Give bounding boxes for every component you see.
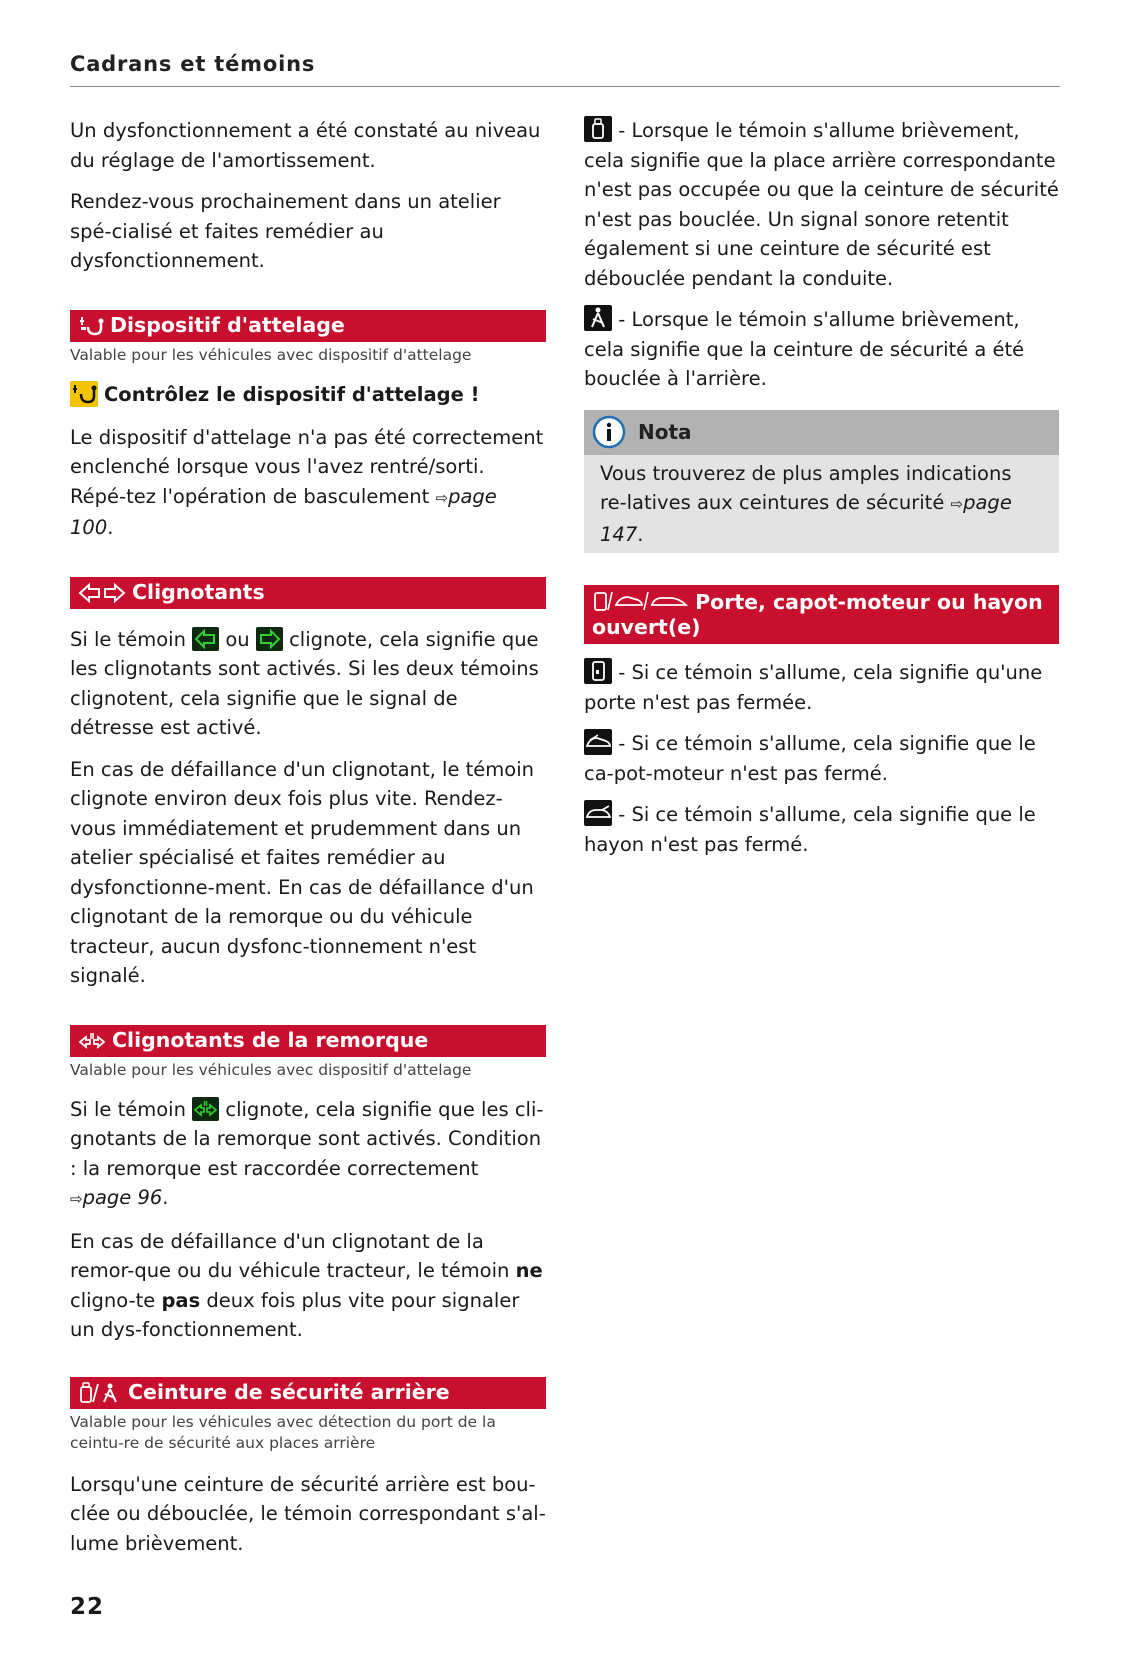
info-icon (592, 415, 626, 449)
body-clignotants-1 (70, 625, 546, 743)
left-column (70, 116, 546, 1558)
body-remorque-1 (70, 1095, 546, 1215)
body-rear-seat-1 (584, 116, 1059, 293)
page-number: 22 (70, 1594, 105, 1620)
body-door (584, 658, 1059, 717)
hood-open-icon (584, 729, 612, 755)
text-fragment: Si le témoin (70, 627, 186, 651)
nota-header (584, 410, 1059, 455)
arrow-icon: ⇨ (70, 1190, 83, 1208)
body-hood (584, 729, 1059, 788)
section-header-remorque (70, 1025, 546, 1057)
text-fragment: - Si ce témoin s'allume, cela signifie que le hayon n'est pas fermé. (584, 803, 1036, 856)
section-title-ceinture: Ceinture de sécurité arrière (128, 1379, 450, 1404)
text-fragment: clignote, cela signifie que les clignotants sont activés. Si les deux témoins clignotent, cela signifie que le signal de détresse est activé. (70, 627, 539, 739)
section-header-attelage (70, 310, 546, 342)
validity-attelage: Valable pour les véhicules avec dispositif d'attelage (70, 345, 472, 364)
text-fragment: Si le témoin (70, 1097, 186, 1121)
warning-attelage (70, 380, 546, 409)
section-header-porte (584, 585, 1059, 644)
nota-title: Nota (638, 420, 692, 444)
body-trunk (584, 800, 1059, 859)
trailer-hitch-icon (70, 381, 98, 407)
right-column (584, 116, 1059, 859)
text-fragment: cligno-te (70, 1288, 156, 1312)
text-fragment: - Lorsque le témoin s'allume brièvement, cela signifie que la place arrière correspondante n'est pas occupée ou que la ceinture de sécurité n'est pas bouclée. Un signal sonore retentit également si une ceinture de sécurité est débouclée pendant la conduite. (584, 119, 1059, 290)
nota-box (584, 410, 1059, 554)
page-ref-147[interactable]: page 147 (600, 491, 1012, 546)
section-header-clignotants (70, 577, 546, 609)
section-title-clignotants: Clignotants (132, 579, 265, 604)
text-fragment: deux fois plus vite pour signaler un dys-fonctionnement. (70, 1288, 520, 1341)
arrow-icon: ⇨ (435, 488, 449, 507)
sentence-end: . (107, 516, 114, 539)
page-title: Cadrans et témoins (70, 52, 316, 76)
arrow-icon: ⇨ (950, 495, 964, 513)
body-ceinture: Lorsqu'une ceinture de sécurité arrière est bou-clée ou débouclée, le témoin correspondant s'al-lume brièvement. (70, 1472, 546, 1555)
rear-seat-belt-icon (78, 1382, 122, 1404)
body-clignotants-2: En cas de défaillance d'un clignotant, le témoin clignote environ deux fois plus vite. Rendez-vous immédiatement et prudemment dans un atelier spécialisé et faites remédier au dysfonctionne-ment. En cas de défaillance d'un clignotant de la remorque ou du véhicule tracteur, aucun dysfonc-tionnement n'est signalé. (70, 757, 534, 987)
section-title-porte: Porte, capot-moteur ou hayon ouvert(e) (592, 590, 1043, 639)
intro-paragraph-1: Un dysfonctionnement a été constaté au niveau du réglage de l'amortissement. (70, 119, 541, 172)
page-header (70, 52, 1060, 87)
nota-body (584, 455, 1059, 554)
door-open-icon (584, 658, 612, 684)
text-fragment: En cas de défaillance d'un clignotant de la remor-que ou du véhicule tracteur, le témoin (70, 1229, 510, 1282)
page-ref-100[interactable]: page 100 (70, 484, 497, 539)
turn-signals-icon (78, 582, 126, 604)
emphasis-pas: pas (161, 1288, 201, 1312)
trunk-open-icon (584, 800, 612, 826)
body-attelage (70, 423, 546, 543)
section-title-remorque: Clignotants de la remorque (112, 1027, 429, 1052)
rear-seat-icon (584, 116, 612, 142)
intro-paragraph-2: Rendez-vous prochainement dans un atelier spé-cialisé et faites remédier au dysfonctionnement. (70, 190, 501, 272)
sentence-end: . (162, 1186, 169, 1209)
body-remorque-2 (70, 1227, 546, 1345)
trailer-hitch-icon (78, 315, 104, 337)
body-rear-seat-2 (584, 305, 1059, 394)
text-fragment: ou (225, 627, 250, 651)
body-attelage-text: Le dispositif d'attelage n'a pas été correctement enclenché lorsque vous l'avez rentré/sorti. Répé-tez l'opération de basculement (70, 425, 544, 508)
text-fragment: - Si ce témoin s'allume, cela signifie que le ca-pot-moteur n'est pas fermé. (584, 732, 1036, 785)
section-header-ceinture (70, 1377, 546, 1409)
text-fragment: - Lorsque le témoin s'allume brièvement, cela signifie que la ceinture de sécurité a été bouclée à l'arrière. (584, 308, 1025, 390)
section-title-attelage: Dispositif d'attelage (110, 312, 345, 337)
warning-text-attelage: Contrôlez le dispositif d'attelage ! (104, 382, 480, 406)
turn-left-icon (192, 627, 219, 651)
validity-ceinture: Valable pour les véhicules avec détection du port de la ceintu-re de sécurité aux places arrière (70, 1412, 496, 1452)
page-ref-96[interactable]: page 96 (82, 1186, 163, 1209)
trailer-turn-icon (192, 1097, 219, 1121)
turn-right-icon (256, 627, 283, 651)
nota-text: Vous trouverez de plus amples indications re-latives aux ceintures de sécurité (600, 461, 1012, 514)
sentence-end: . (637, 522, 644, 546)
text-fragment: clignote, cela signifie que les cli-gnotants de la remorque sont activés. Condition : la remorque est raccordée correctement (70, 1097, 544, 1180)
belt-buckled-icon (584, 305, 612, 331)
text-fragment: - Si ce témoin s'allume, cela signifie qu'une porte n'est pas fermée. (584, 661, 1043, 714)
trailer-turn-icon (78, 1030, 106, 1052)
validity-remorque: Valable pour les véhicules avec dispositif d'attelage (70, 1060, 472, 1079)
emphasis-ne: ne (515, 1259, 543, 1282)
door-hood-trunk-icon (592, 590, 688, 612)
